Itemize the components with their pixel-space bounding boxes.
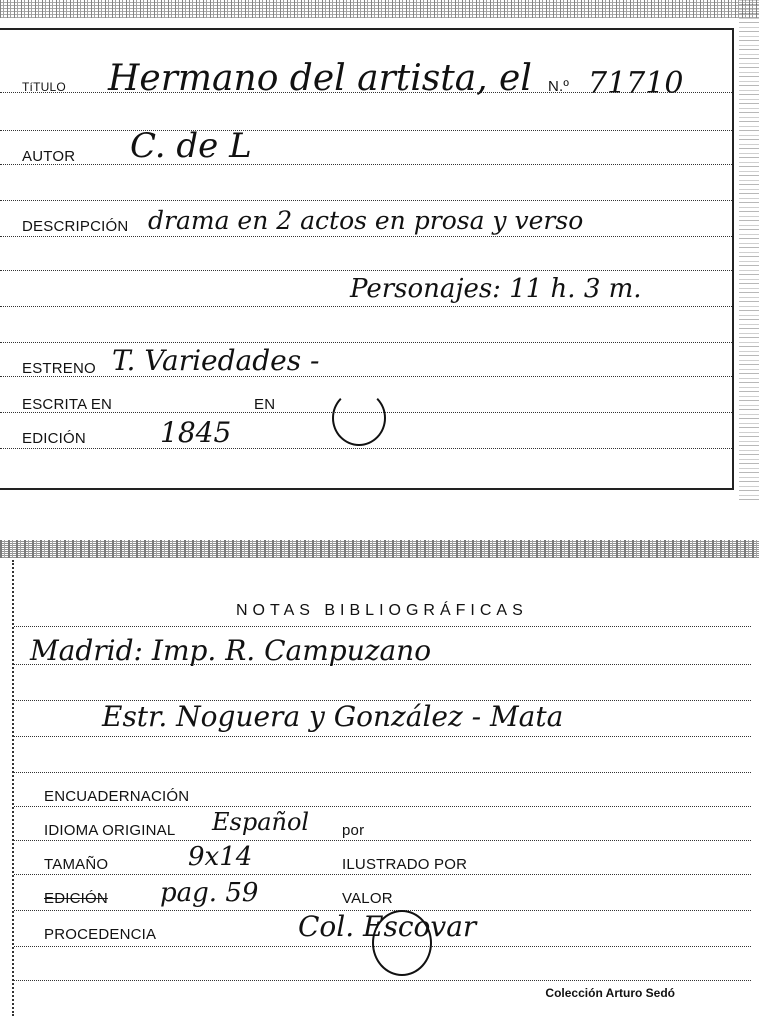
note-line-1: Madrid: Imp. R. Campuzano: [30, 634, 432, 667]
descripcion-value: drama en 2 actos en prosa y verso: [148, 206, 584, 235]
edicion-label: EDICIÓN: [22, 430, 86, 447]
stamp-mark: [372, 910, 432, 976]
catalog-card-front: [0, 28, 734, 490]
procedencia-label: PROCEDENCIA: [44, 926, 157, 943]
escrita-en-label: ESCRITA EN: [22, 396, 113, 413]
rule-line: [0, 130, 732, 131]
catalog-card-back: [12, 560, 751, 1016]
edicion-value: pag. 59: [160, 878, 259, 908]
rule-line: [0, 164, 732, 165]
idioma-label: IDIOMA ORIGINAL: [44, 822, 176, 839]
rule-line: [0, 342, 732, 343]
rule-line: [14, 980, 751, 981]
titulo-label: TíTULO: [22, 80, 66, 94]
idioma-value: Español: [212, 808, 310, 836]
estreno-value: T. Variedades -: [112, 344, 320, 377]
rule-line: [0, 200, 732, 201]
ilustrado-label: ILUSTRADO POR: [342, 856, 468, 873]
rule-line: [0, 448, 732, 449]
encuadernacion-label: ENCUADERNACIÓN: [44, 788, 190, 805]
rule-line: [0, 236, 732, 237]
tamano-label: TAMAÑO: [44, 856, 109, 873]
stamp-mark: [332, 390, 386, 446]
scan-noise-middle: [0, 540, 759, 558]
descripcion-label: DESCRIPCIÓN: [22, 218, 129, 235]
collection-credit: Colección Arturo Sedó: [545, 986, 675, 1000]
numero-value: 71710: [588, 66, 684, 101]
note-line-2: Estr. Noguera y González - Mata: [102, 700, 564, 733]
tamano-value: 9x14: [188, 842, 253, 872]
rule-line: [14, 874, 751, 875]
edicion-label-struck: EDICIÓN: [44, 890, 108, 907]
autor-value: C. de L: [130, 126, 252, 166]
rule-line: [14, 626, 751, 627]
rule-line: [0, 376, 732, 377]
notas-heading: NOTAS BIBLIOGRÁFICAS: [236, 602, 528, 619]
rule-line: [0, 306, 732, 307]
estreno-label: ESTRENO: [22, 360, 96, 377]
rule-line: [14, 840, 751, 841]
por-label: por: [342, 822, 365, 839]
autor-label: AUTOR: [22, 148, 76, 165]
valor-label: VALOR: [342, 890, 393, 907]
rule-line: [14, 736, 751, 737]
procedencia-value: Col. Escovar: [298, 910, 477, 943]
personajes-value: Personajes: 11 h. 3 m.: [350, 274, 642, 304]
scan-noise-top: [0, 0, 759, 18]
rule-line: [14, 772, 751, 773]
titulo-value: Hermano del artista, el: [108, 58, 532, 99]
rule-line: [0, 270, 732, 271]
edicion-value: 1845: [160, 416, 232, 449]
scan-noise-right: [739, 0, 759, 500]
numero-label: N.º: [548, 78, 570, 95]
en-label: EN: [254, 396, 276, 413]
rule-line: [14, 806, 751, 807]
